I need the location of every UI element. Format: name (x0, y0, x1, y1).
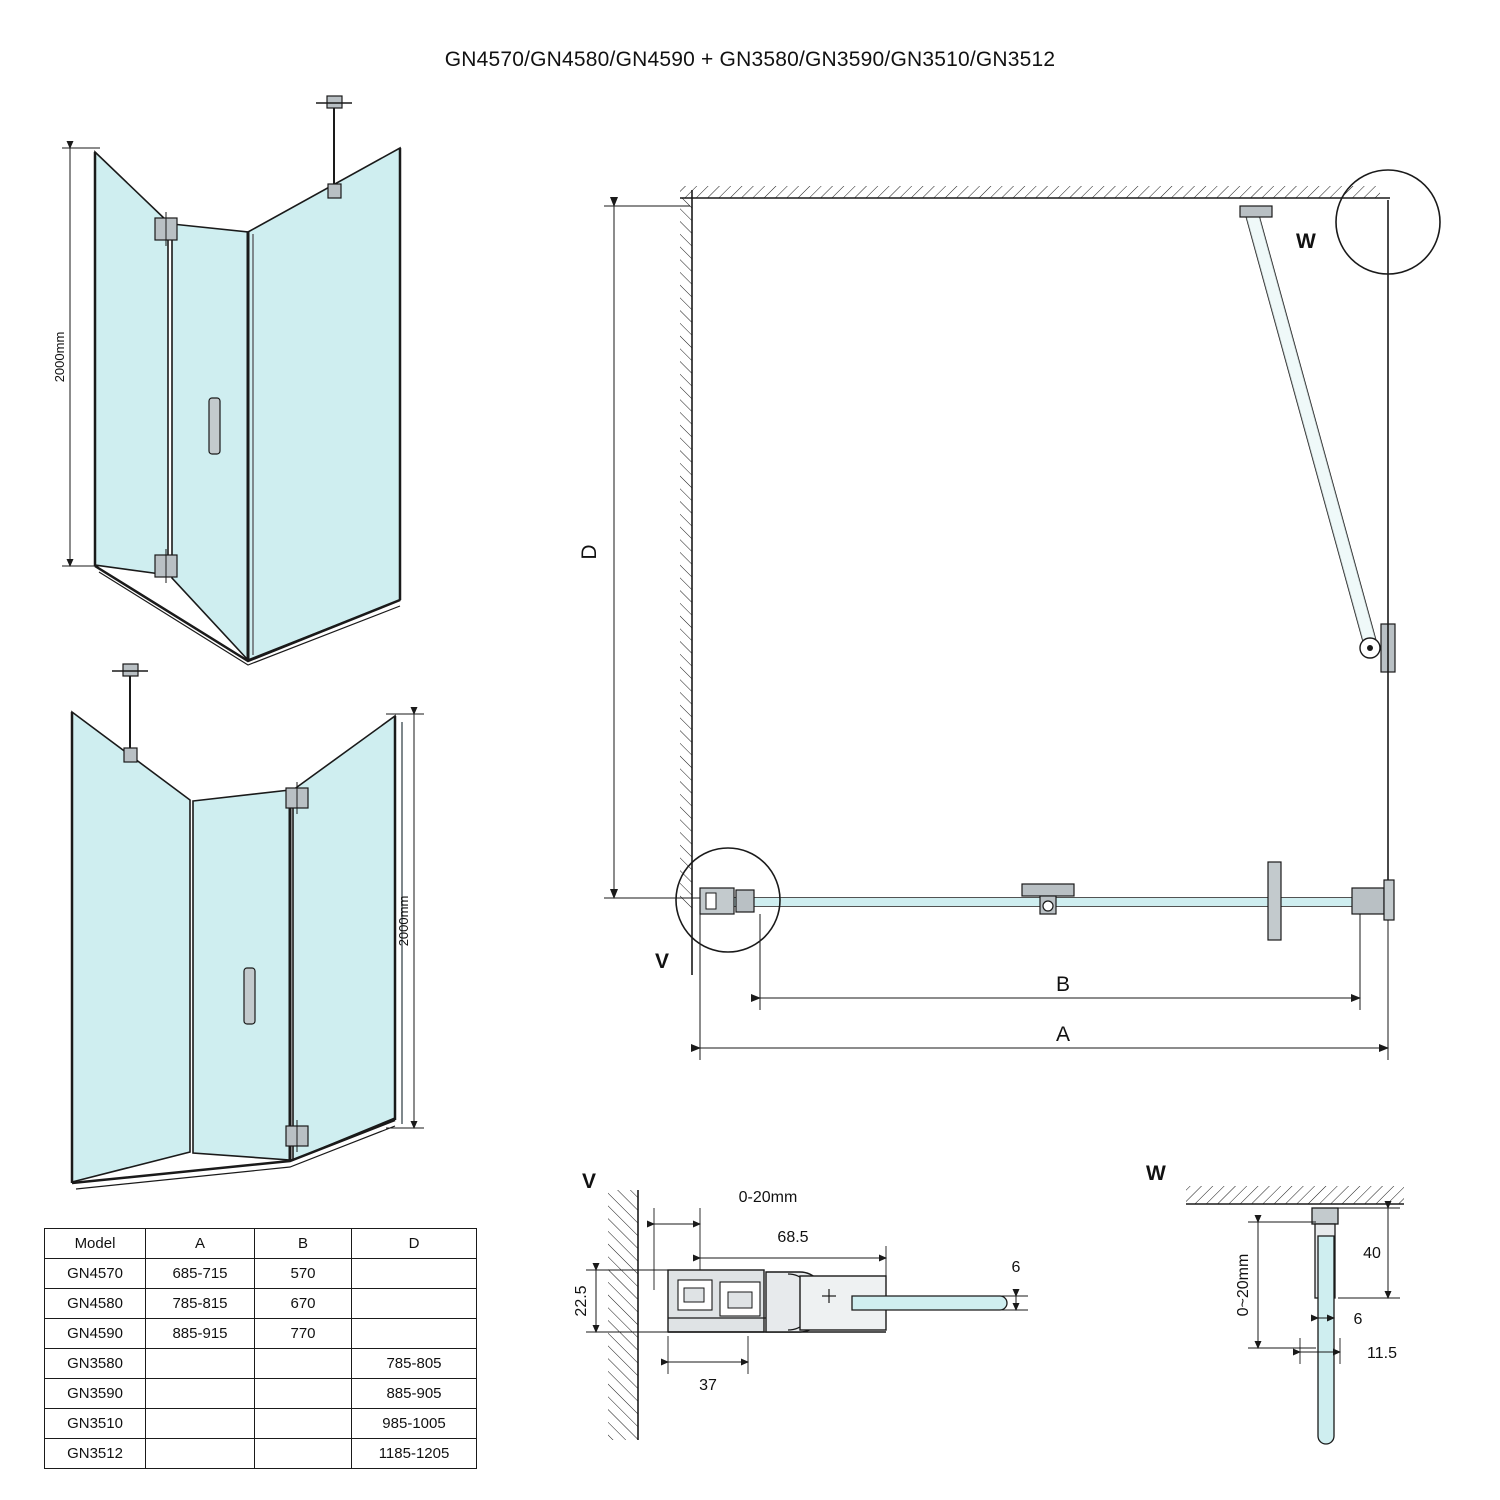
cell-b (255, 1379, 352, 1409)
cell-d: 885-905 (352, 1379, 477, 1409)
cell-b (255, 1409, 352, 1439)
dim-d-label: D (578, 544, 601, 560)
bottom-panel-assembly (700, 862, 1394, 940)
cell-a: 685-715 (146, 1259, 255, 1289)
cell-a (146, 1439, 255, 1469)
cell-model: GN4570 (45, 1259, 146, 1289)
dim-b-label: B (1055, 973, 1071, 996)
detail-v-glass-label: 6 (1011, 1259, 1021, 1276)
detail-v-label: V (582, 1170, 597, 1193)
table-header-a: A (146, 1229, 255, 1259)
cell-d: 1185-1205 (352, 1439, 477, 1469)
cell-d (352, 1259, 477, 1289)
iso-bottom-height-label: 2000mm (396, 895, 411, 947)
cell-a (146, 1409, 255, 1439)
page-title: GN4570/GN4580/GN4590 + GN3580/GN3590/GN3510/GN3512 (444, 48, 1056, 71)
detail-w-total-label: 11.5 (1367, 1345, 1397, 1362)
cell-a: 885-915 (146, 1319, 255, 1349)
detail-w-label: W (1146, 1162, 1166, 1185)
specification-table (44, 1228, 477, 1469)
iso-view-top (52, 96, 400, 665)
cell-a (146, 1349, 255, 1379)
cell-b: 570 (255, 1259, 352, 1289)
cell-model: GN4580 (45, 1289, 146, 1319)
cell-model: GN3512 (45, 1439, 146, 1469)
detail-marker-w-label: W (1296, 230, 1316, 253)
table-row (45, 1289, 477, 1319)
cell-d (352, 1319, 477, 1349)
detail-v-width-label: 68.5 (777, 1229, 809, 1246)
detail-w-height-label: 40 (1363, 1245, 1381, 1262)
table-row (45, 1319, 477, 1349)
detail-v (573, 1170, 1028, 1440)
iso-view-bottom (72, 664, 424, 1189)
cell-d: 785-805 (352, 1349, 477, 1379)
table-header-model: Model (45, 1229, 146, 1259)
cell-b: 770 (255, 1319, 352, 1349)
detail-marker-v-label: V (655, 950, 670, 973)
cell-model: GN3510 (45, 1409, 146, 1439)
door-leaf-open (1240, 206, 1395, 672)
table-row (45, 1439, 477, 1469)
detail-v-base-label: 37 (699, 1377, 717, 1394)
cell-b (255, 1349, 352, 1379)
table-header-d: D (352, 1229, 477, 1259)
cell-a: 785-815 (146, 1289, 255, 1319)
table-header-row (45, 1229, 477, 1259)
detail-w-glass-label: 6 (1353, 1311, 1363, 1328)
table-row (45, 1259, 477, 1289)
detail-w-gap-label: 0~20mm (1235, 1253, 1252, 1317)
table-row (45, 1379, 477, 1409)
cell-model: GN4590 (45, 1319, 146, 1349)
table-row (45, 1409, 477, 1439)
cell-model: GN3590 (45, 1379, 146, 1409)
cell-b: 670 (255, 1289, 352, 1319)
table-header-b: B (255, 1229, 352, 1259)
table-row (45, 1349, 477, 1379)
dim-a-label: A (1055, 1023, 1071, 1046)
iso-top-height-label: 2000mm (52, 331, 67, 383)
cell-b (255, 1439, 352, 1469)
cell-d (352, 1289, 477, 1319)
detail-v-profile-height-label: 22.5 (573, 1285, 590, 1317)
cell-d: 985-1005 (352, 1409, 477, 1439)
plan-view (578, 170, 1440, 1060)
detail-v-gap-label: 0-20mm (738, 1189, 798, 1206)
detail-w (1146, 1162, 1404, 1444)
cell-a (146, 1379, 255, 1409)
cell-model: GN3580 (45, 1349, 146, 1379)
